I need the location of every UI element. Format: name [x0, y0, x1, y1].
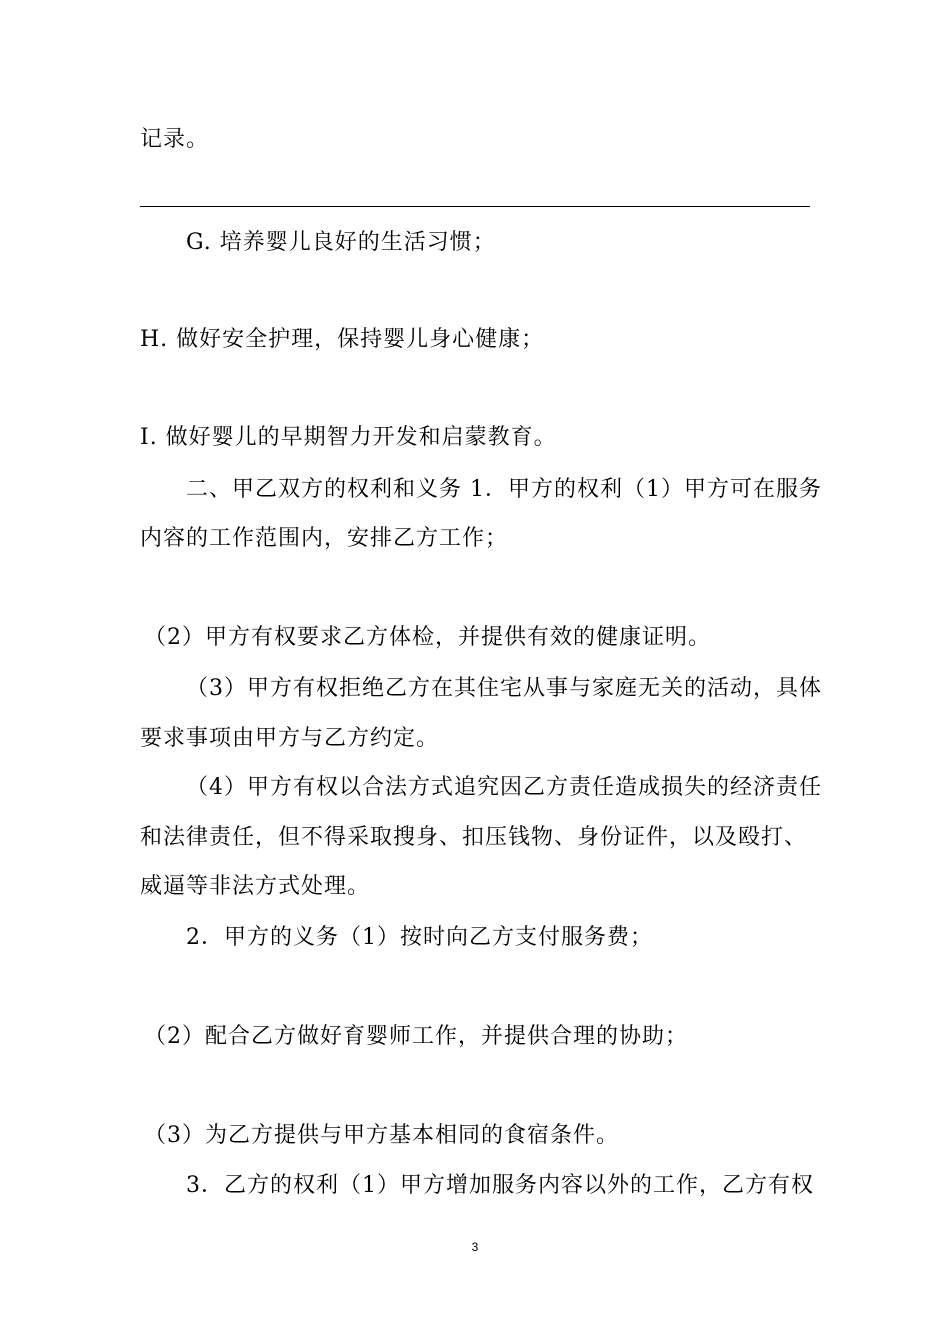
text-line-12: 威逼等非法方式处理。: [140, 874, 371, 899]
text-line-15: （3）为乙方提供与甲方基本相同的食宿条件。: [144, 1123, 619, 1148]
text-line-14: （2）配合乙方做好育婴师工作，并提供合理的协助；: [144, 1024, 688, 1049]
page-number: 3: [471, 1240, 479, 1254]
text-line-13: 2．甲方的义务（1）按时向乙方支付服务费；: [186, 925, 653, 950]
text-line-8: （3）甲方有权拒绝乙方在其住宅从事与家庭无关的活动，具体: [186, 676, 822, 701]
horizontal-rule: [140, 206, 810, 207]
text-line-2: G. 培养婴儿良好的生活习惯；: [186, 230, 496, 255]
text-line-11: 和法律责任，但不得采取搜身、扣压钱物、身份证件，以及殴打、: [140, 825, 808, 850]
text-line-10: （4）甲方有权以合法方式追究因乙方责任造成损失的经济责任: [186, 775, 822, 800]
text-line-16: 3．乙方的权利（1）甲方增加服务内容以外的工作，乙方有权: [186, 1173, 814, 1198]
text-line-1: 记录。: [140, 127, 210, 152]
text-line-6: 内容的工作范围内，安排乙方工作；: [140, 526, 509, 551]
text-line-4: I. 做好婴儿的早期智力开发和启蒙教育。: [140, 425, 557, 450]
text-line-5: 二、甲乙双方的权利和义务 1．甲方的权利（1）甲方可在服务: [186, 477, 822, 502]
text-line-9: 要求事项由甲方与乙方约定。: [140, 726, 440, 751]
text-line-7: （2）甲方有权要求乙方体检，并提供有效的健康证明。: [144, 625, 711, 650]
text-line-3: H. 做好安全护理，保持婴儿身心健康；: [140, 327, 545, 352]
